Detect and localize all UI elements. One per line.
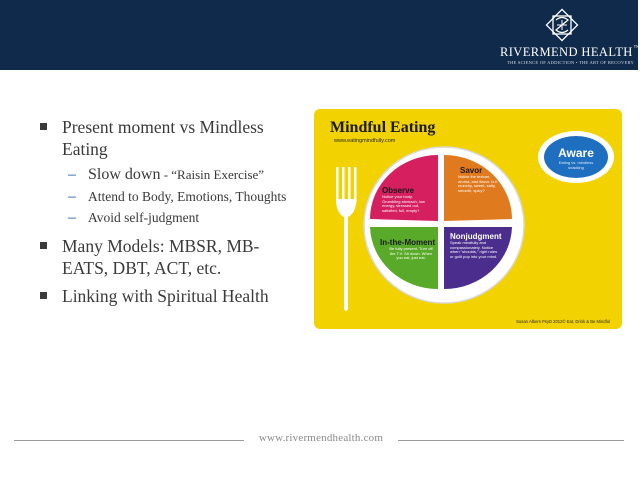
slide-body [40, 116, 302, 313]
square-bullet-icon [40, 242, 47, 249]
square-bullet-icon [40, 123, 47, 130]
aware-description: Eating vs. mindless snacking [558, 160, 594, 170]
dash-bullet-icon: – [68, 166, 76, 183]
savor-description: Notice the texture, aroma, and flavor. Is it crunchy, sweet, salty, smooth, spicy? [458, 174, 498, 193]
sub-bullet-item [62, 188, 302, 206]
sub-bullet-item [62, 209, 302, 227]
sub-bullet-suffix: - “Raisin Exercise” [160, 167, 265, 182]
nonjudgment-label: Nonjudgment [450, 232, 502, 241]
observe-label: Observe [382, 186, 415, 195]
bullet-text: Many Models: MBSR, MB-EATS, DBT, ACT, etc. [62, 236, 260, 278]
brand-name: RIVERMEND HEALTH™ [500, 45, 640, 59]
sub-bullet-list [62, 164, 302, 227]
bullet-text: Present moment vs Mindless Eating [62, 117, 264, 159]
plate-title: Mindful Eating [330, 119, 436, 136]
bullet-item [40, 116, 302, 160]
sub-bullet-text: Slow down [88, 166, 161, 183]
observe-description: Notice your body. Grumbling stomach, low energy, stressed out, satisfied, full, empty? [382, 194, 425, 213]
dash-bullet-icon: – [68, 188, 76, 205]
bullet-item [40, 285, 302, 307]
bullet-text: Linking with Spiritual Health [62, 286, 269, 306]
in-the-moment-label: In-the-Moment [380, 238, 436, 247]
image-credit: Susan Albers PsyD 2012© Eat, Drink & Be Mindful [516, 319, 610, 324]
sub-bullet-text: Avoid self-judgment [88, 210, 200, 225]
in-the-moment-description: Be fully present. Turn off the T.V. Sit down. When you eat, just eat. [389, 246, 433, 261]
footer-divider-right [398, 440, 624, 441]
sub-bullet-text: Attend to Body, Emotions, Thoughts [88, 189, 287, 204]
footer-divider-left [14, 440, 244, 441]
footer-url: www.rivermendhealth.com [258, 432, 384, 444]
sub-bullet-item [62, 164, 302, 185]
plate-url: www.eatingmindfully.com [334, 138, 396, 144]
header-banner [0, 0, 638, 70]
brand-tagline: THE SCIENCE OF ADDICTION • THE ART OF RECOVERY [507, 60, 634, 65]
dash-bullet-icon: – [68, 209, 76, 226]
savor-label: Savor [460, 166, 483, 175]
nonjudgment-description: Speak mindfully and compassionately. Notice when "shoulds," right rules or guilt pop into your mind. [450, 240, 498, 259]
mindful-eating-plate-image [314, 109, 622, 329]
square-bullet-icon [40, 292, 47, 299]
rivermend-logo-icon [543, 6, 581, 44]
bullet-item [40, 235, 302, 279]
aware-label: Aware [558, 146, 594, 160]
